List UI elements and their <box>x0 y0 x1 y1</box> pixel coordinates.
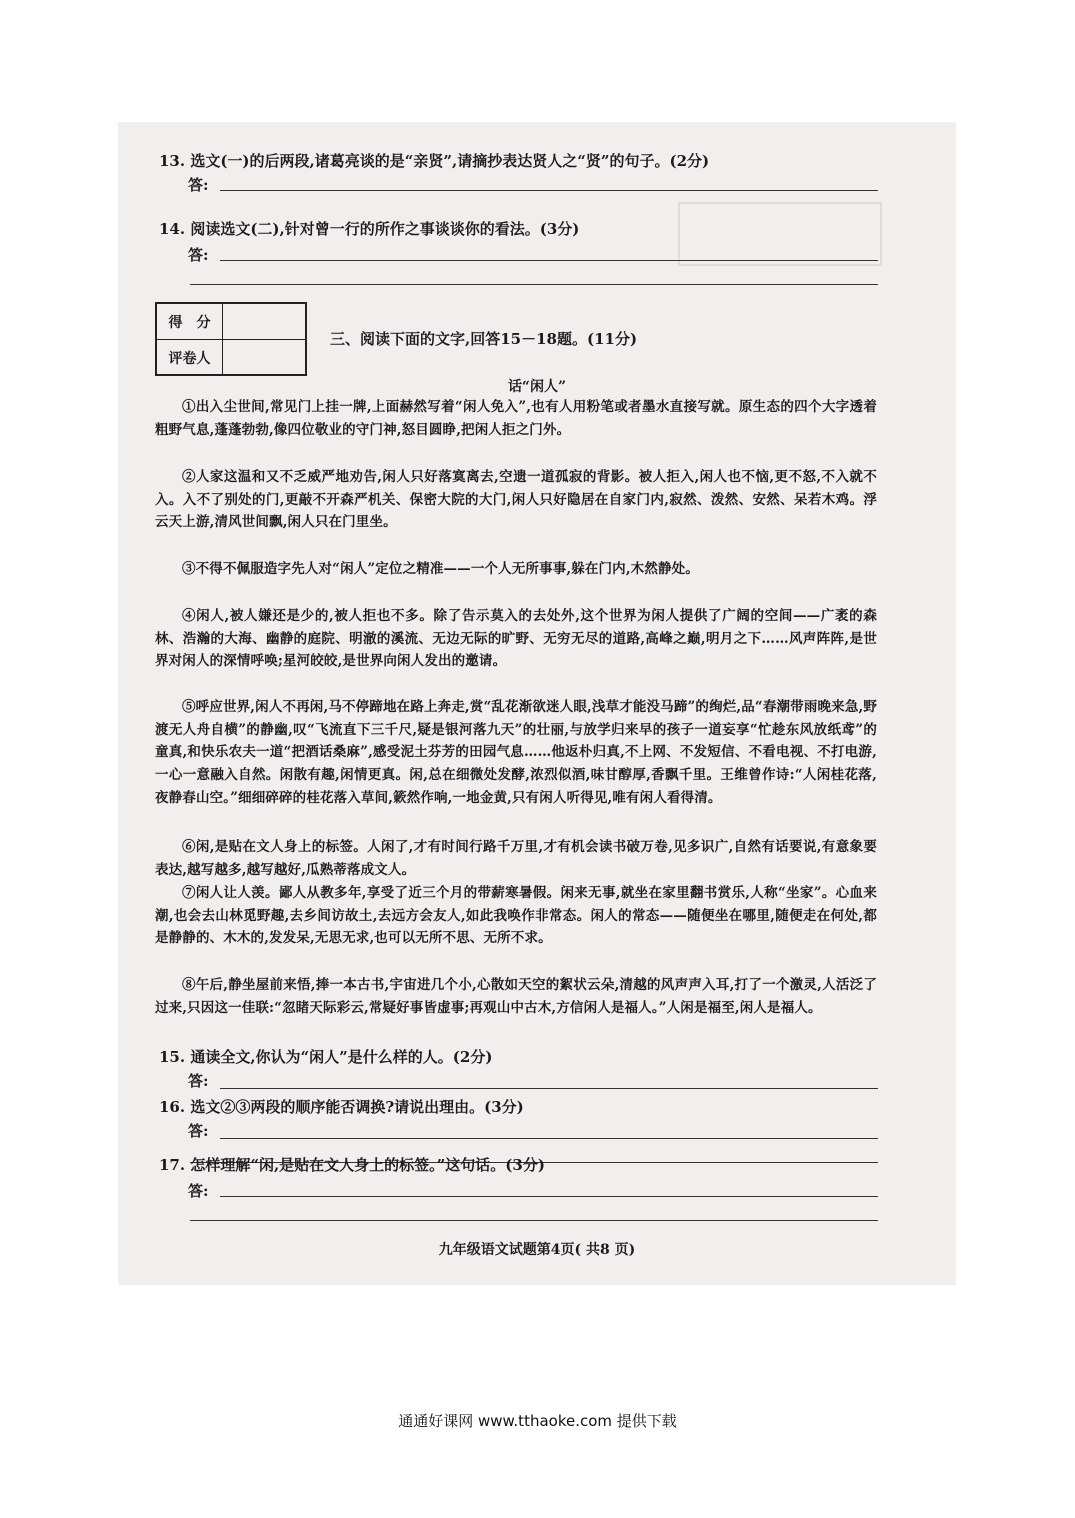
question-15: 15. 通读全文,你认为“闲人”是什么样的人。(2分) <box>159 1048 493 1066</box>
section-title: 三、阅读下面的文字,回答15－18题。(11分) <box>330 330 638 348</box>
answer-line-14a[interactable] <box>220 260 878 261</box>
grader-label: 评卷人 <box>157 340 223 375</box>
answer-line-15[interactable] <box>220 1088 878 1089</box>
paragraph-8: ⑧午后,静坐屋前来悟,捧一本古书,宇宙进几个小,心散如天空的絮状云朵,清越的风声声入耳,打了一个激灵,人活泛了过来,只因这一佳联:“忽睹天际彩云,常疑好事皆虚事;再观山中古木,方信闲人是福人。”人闲是福至,闲人是福人。 <box>155 977 877 1016</box>
answer-label-15: 答: <box>188 1072 209 1090</box>
paragraph-5: ⑤呼应世界,闲人不再闲,马不停蹄地在路上奔走,赏“乱花渐欲迷人眼,浅草才能没马蹄”的绚烂,品“春潮带雨晚来急,野渡无人舟自横”的静幽,叹“飞流直下三千尺,疑是银河落九天”的壮丽,与放学归来早的孩子一道妄享“忙趁东风放纸鸢”的童真,和快乐农夫一道“把酒话桑麻”,感受泥土芬芳的田园气息……他返朴归真,不上网、不发短信、不看电视、不打电游,一心一意融入自然。闲散有趣,闲情更真。闲,总在细微处发酵,浓烈似酒,味甘醇厚,香飘千里。王维曾作诗:“人闲桂花落,夜静春山空。”细细碎碎的桂花落入草间,簌然作响,一地金黄,只有闲人听得见,唯有闲人看得清。 <box>155 699 877 806</box>
question-13: 13. 选文(一)的后两段,诸葛亮谈的是“亲贤”,请摘抄表达贤人之“贤”的句子。(2分) <box>159 152 710 170</box>
answer-label-17: 答: <box>188 1182 209 1200</box>
answer-label-14: 答: <box>188 246 209 264</box>
answer-line-16a[interactable] <box>220 1138 878 1139</box>
grader-row <box>157 340 305 375</box>
answer-line-13[interactable] <box>220 190 878 191</box>
answer-line-14b[interactable] <box>190 284 878 285</box>
article-title: 话“闲人” <box>507 379 567 395</box>
download-credit: 通通好课网 www.tthaoke.com 提供下载 <box>398 1412 677 1430</box>
answer-line-17a[interactable] <box>220 1196 878 1197</box>
paragraph-1: ①出入尘世间,常见门上挂一牌,上面赫然写着“闲人免入”,也有人用粉笔或者墨水直接写就。原生态的四个大字透着粗野气息,蓬蓬勃勃,像四位敬业的守门神,怒目圆睁,把闲人拒之门外。 <box>155 399 877 438</box>
paragraph-3: ③不得不佩服造字先人对“闲人”定位之精准——一个人无所事事,躲在门内,木然静处。 <box>182 561 699 577</box>
question-14: 14. 阅读选文(二),针对曾一行的所作之事谈谈你的看法。(3分) <box>159 220 580 238</box>
score-value-cell[interactable] <box>224 304 305 339</box>
answer-line-17b[interactable] <box>190 1220 878 1221</box>
score-label: 得 分 <box>157 304 223 339</box>
page-number-footer: 九年级语文试题第4页( 共8 页) <box>438 1242 636 1258</box>
answer-label-16: 答: <box>188 1122 209 1140</box>
paragraph-4: ④闲人,被人嫌还是少的,被人拒也不多。除了告示莫入的去处外,这个世界为闲人提供了广阔的空间——广袤的森林、浩瀚的大海、幽静的庭院、明澈的溪流、无边无际的旷野、无穷无尽的道路,高峰之巅,明月之下……风声阵阵,是世界对闲人的深情呼唤;星河皎皎,是世界向闲人发出的邀请。 <box>155 608 877 670</box>
answer-label-13: 答: <box>188 176 209 194</box>
bleed-through-watermark <box>678 202 882 266</box>
scanned-exam-page <box>118 122 956 1285</box>
question-16: 16. 选文②③两段的顺序能否调换?请说出理由。(3分) <box>159 1098 524 1116</box>
paragraph-6: ⑥闲,是贴在文人身上的标签。人闲了,才有时间行路千万里,才有机会读书破万卷,见多识广,自然有话要说,有意象要表达,越写越多,越写越好,瓜熟蒂落成文人。 <box>155 839 877 878</box>
score-row <box>157 304 305 340</box>
paragraph-7: ⑦闲人让人羡。鄙人从教多年,享受了近三个月的带薪寒暑假。闲来无事,就坐在家里翻书赏乐,人称“坐家”。心血来潮,也会去山林觅野趣,去乡间访故土,去远方会友人,如此我唤作非常态。闲人的常态——随便坐在哪里,随便走在何处,都是静静的、木木的,发发呆,无思无求,也可以无所不思、无所不求。 <box>155 885 877 947</box>
paragraph-2: ②人家这温和又不乏威严地劝告,闲人只好落寞离去,空遗一道孤寂的背影。被人拒入,闲人也不恼,更不怒,不入就不入。入不了别处的门,更敲不开森严机关、保密大院的大门,闲人只好隐居在自家门内,寂然、泼然、安然、呆若木鸡。浮云天上游,清风世间飘,闲人只在门里坐。 <box>155 469 877 531</box>
question-17: 17. 怎样理解“闲,是贴在文人身上的标签。”这句话。(3分) <box>159 1156 545 1174</box>
score-table <box>155 302 307 376</box>
grader-value-cell[interactable] <box>224 340 305 375</box>
